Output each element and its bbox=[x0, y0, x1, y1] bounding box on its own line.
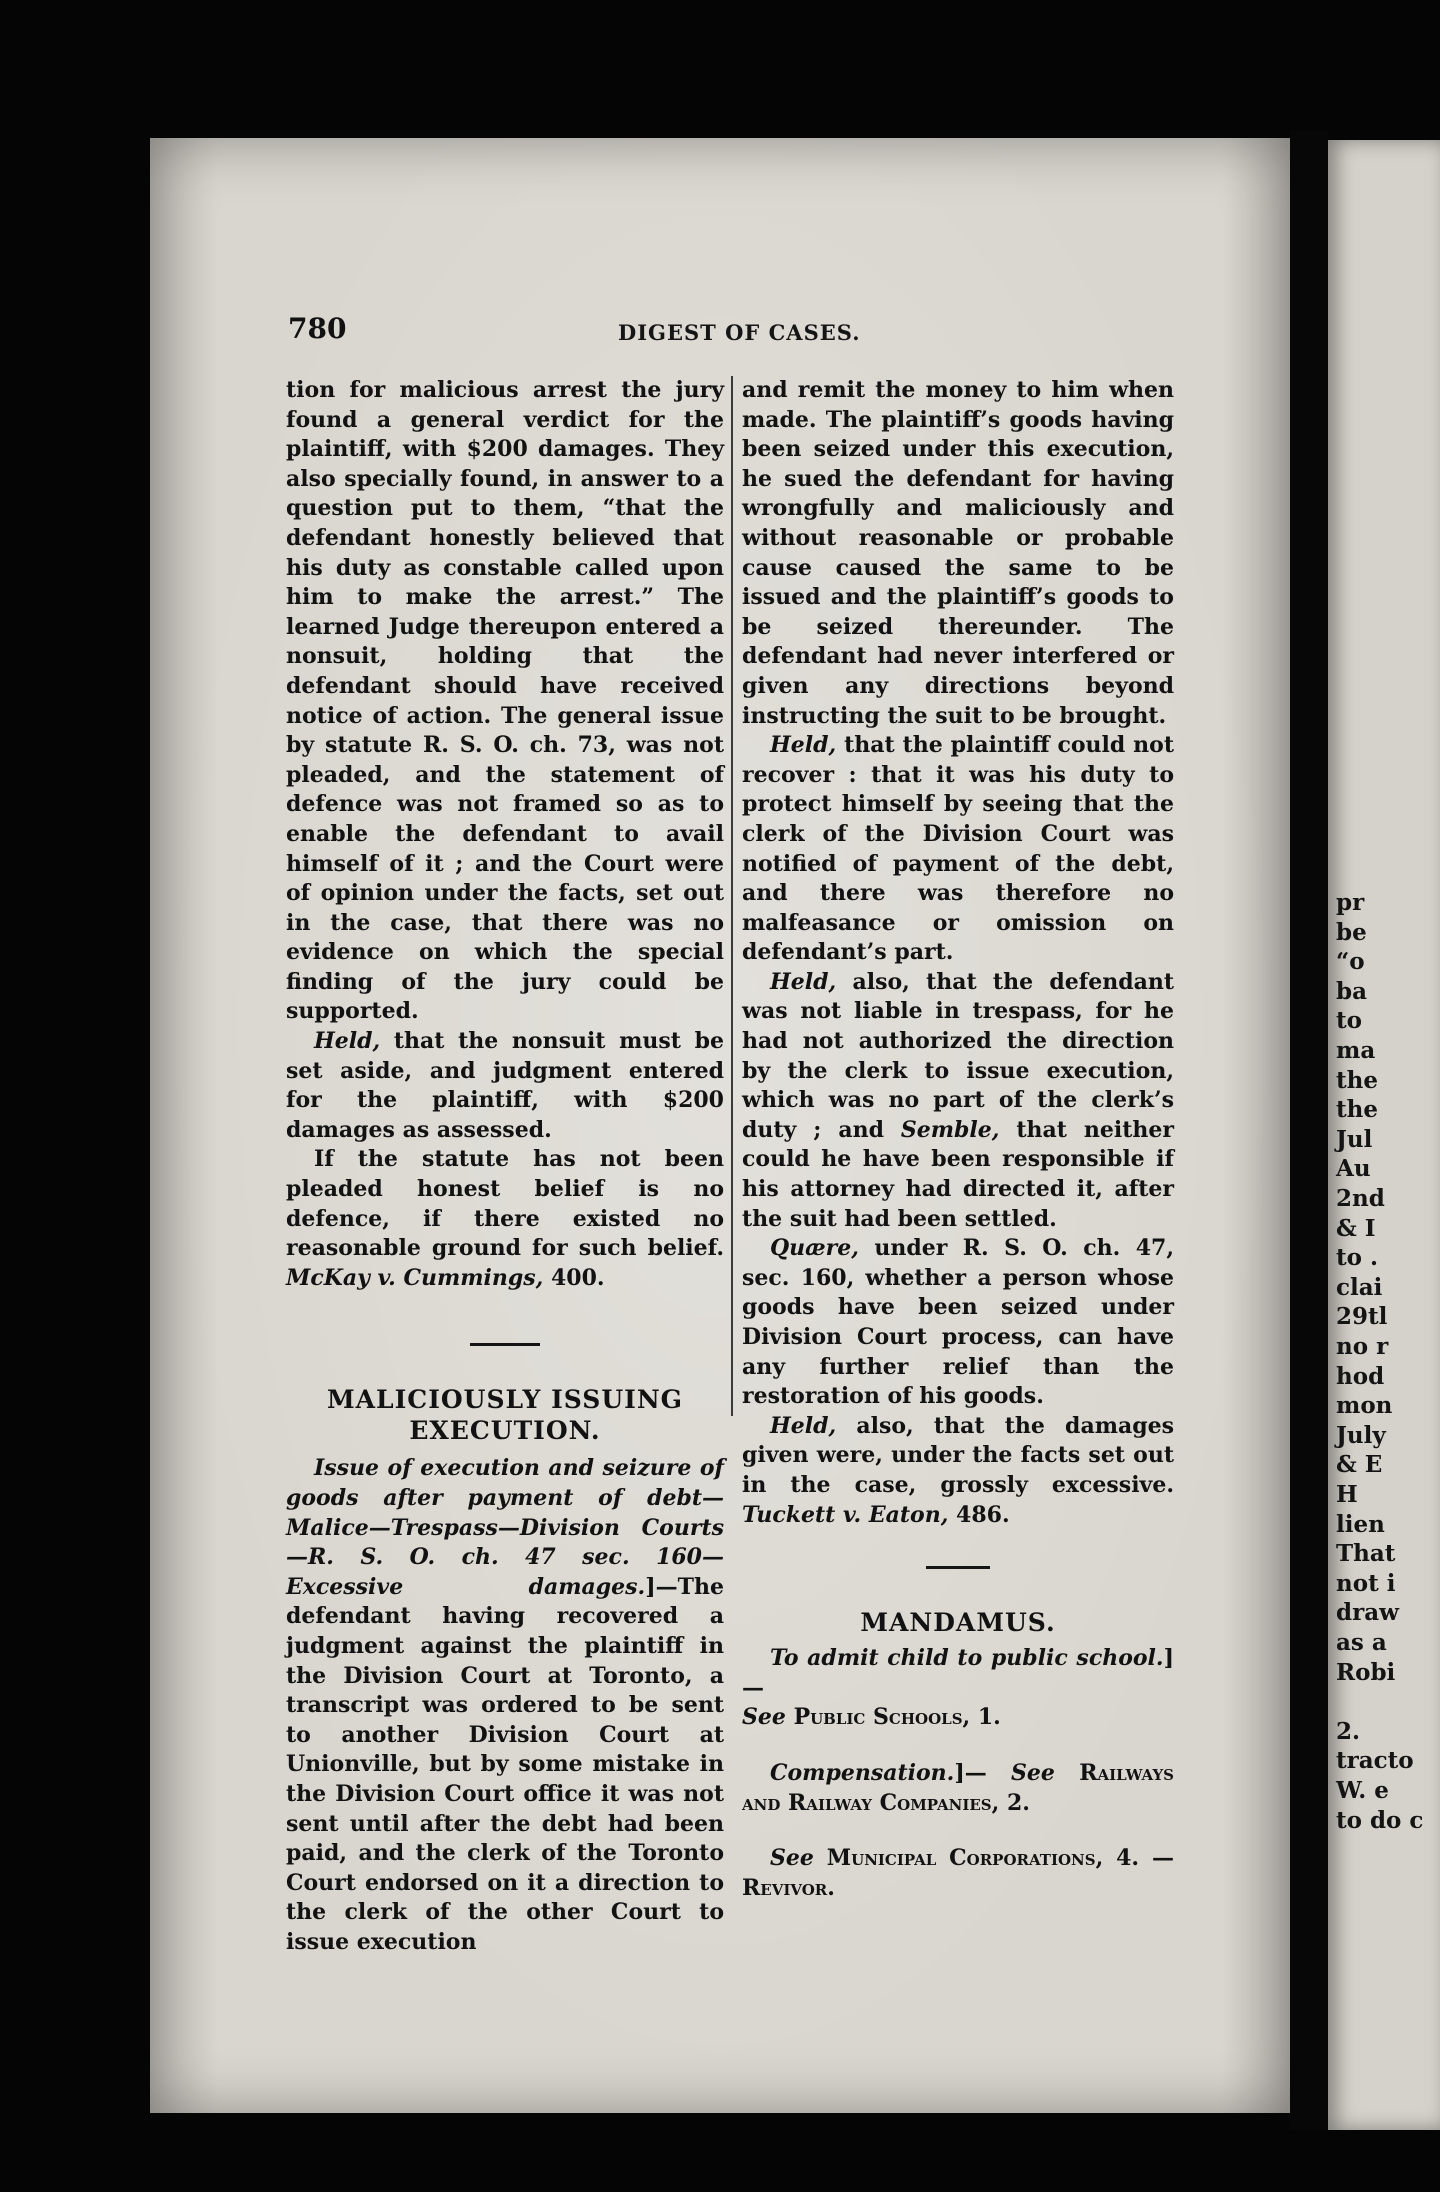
facing-page-line: not i bbox=[1336, 1569, 1396, 1597]
facing-page-line: to . bbox=[1336, 1244, 1378, 1272]
paragraph-text: and remit the money to him when made. The plaintiff’s goods having been seized under this execution, he sued the defendant for having wrongfully and maliciously and without reasonable or probable cause caused the same to be issued and the plaintiff’s goods to be seized thereunder. The defendant had never interfered or given any directions beyond instructing the suit to be brought. bbox=[742, 377, 1174, 729]
paragraph bbox=[742, 968, 1174, 1234]
left-column bbox=[286, 376, 724, 1958]
facing-page-line: That bbox=[1336, 1540, 1396, 1568]
facing-page-fragment bbox=[1328, 140, 1440, 2130]
see-label: See bbox=[770, 1845, 814, 1872]
topic: To admit child to public school. bbox=[770, 1645, 1164, 1672]
quaere-label: Quære, bbox=[770, 1235, 859, 1262]
facing-page-line: Jul bbox=[1336, 1125, 1373, 1153]
paragraph bbox=[286, 1027, 724, 1145]
paragraph-text: that the plaintiff could not recover : that it was his duty to protect himself by seeing that the clerk of the Division Court was notified of payment of the debt, and there was therefore no malfeasance or omission on defendant’s part. bbox=[742, 732, 1174, 966]
reference-title: Municipal Corporations, bbox=[826, 1845, 1104, 1872]
reference-title: Railways and Railway Companies, bbox=[742, 1759, 1174, 1816]
citation-page: 486. bbox=[948, 1501, 1010, 1528]
paragraph-text: also, that the defendant was not liable in trespass, for he had not authorized the direction by the clerk to issue execution, which was no part of the clerk’s duty ; and bbox=[742, 968, 1174, 1143]
facing-page-line: as a bbox=[1336, 1629, 1387, 1656]
paragraph-text: that neither could he have been responsible if his attorney had directed it, after the suit had been settled. bbox=[742, 1116, 1174, 1232]
facing-page-line: Au bbox=[1336, 1155, 1371, 1183]
headnote: Issue of execution and seizure of goods after payment of debt—Malice—Trespass—Division Courts—R. S. O. ch. 47 sec. 160—Excessive damages. bbox=[286, 1455, 724, 1600]
facing-page-line: 2. bbox=[1336, 1717, 1361, 1745]
facing-page-line: clai bbox=[1336, 1273, 1383, 1301]
paragraph bbox=[742, 731, 1174, 968]
reference-number: 2. bbox=[999, 1789, 1030, 1816]
semble-label: Semble, bbox=[900, 1116, 1000, 1143]
facing-page-line: July bbox=[1336, 1421, 1386, 1449]
facing-page-line: H bbox=[1336, 1481, 1358, 1508]
facing-page-line: to bbox=[1336, 1007, 1362, 1035]
page-header bbox=[288, 312, 978, 352]
reference-title: Public Schools, bbox=[793, 1704, 971, 1731]
paragraph-text: also, that the damages given were, under the facts set out in the case, grossly excessive. bbox=[742, 1412, 1174, 1498]
facing-page-line: ba bbox=[1336, 977, 1367, 1005]
held-label: Held, bbox=[314, 1028, 381, 1055]
paragraph bbox=[742, 376, 1174, 731]
facing-page-line: 29tl bbox=[1336, 1303, 1388, 1331]
paragraph-text: ]—The defendant having recovered a judgment against the plaintiff in the Division Court at Toronto, a transcript was ordered to be sent to another Division Court at Unionville, but by some mistake in the Division Court office it was not sent until after the debt had been paid, and the clerk of the Toronto Court endorsed on it a direction to the clerk of the other Court to issue execution bbox=[286, 1573, 724, 1955]
facing-page-line: hod bbox=[1336, 1362, 1385, 1390]
right-column bbox=[742, 376, 1174, 1903]
see-label: See bbox=[742, 1704, 786, 1731]
paragraph bbox=[742, 1412, 1174, 1530]
held-label: Held, bbox=[770, 1412, 837, 1439]
cross-reference bbox=[742, 1644, 1174, 1733]
reference-title: Revivor. bbox=[742, 1874, 835, 1901]
section-title: MALICIOUSLY ISSUING EXECUTION. bbox=[326, 1385, 684, 1446]
book-gutter bbox=[1290, 130, 1328, 2130]
paragraph-text: tion for malicious arrest the jury found a general verdict for the plaintiff, with $200 damages. They also specially found, in answer to a question put to them, “that the defendant honestly believed that his duty as constable called upon him to make the arrest.” The learned Judge thereupon entered a nonsuit, holding that the defendant should have received notice of action. The general issue by statute R. S. O. ch. 73, was not pleaded, and the statement of defence was not framed so as to enable the defendant to avail himself of it ; and the Court were of opinion under the facts, set out in the case, that there was no evidence on which the special finding of the jury could be supported. bbox=[286, 377, 724, 1025]
paragraph bbox=[286, 376, 724, 1027]
facing-page-line: mon bbox=[1336, 1392, 1393, 1420]
paragraph-text: under R. S. O. ch. 47, sec. 160, whether a person whose goods have been seized under Division Court process, can have any further relief than the restoration of his goods. bbox=[742, 1235, 1174, 1410]
case-citation: Tuckett v. Eaton, bbox=[742, 1501, 949, 1528]
facing-page-line: the bbox=[1336, 1066, 1378, 1094]
facing-page-line: lien bbox=[1336, 1510, 1385, 1538]
topic: Compensation. bbox=[770, 1759, 955, 1786]
facing-page-line: 2nd bbox=[1336, 1185, 1385, 1212]
paragraph-text: If the statute has not been pleaded honest belief is no defence, if there existed no reasonable ground for such belief. bbox=[286, 1146, 724, 1262]
page-number: 780 bbox=[288, 312, 347, 345]
facing-page-line: W. e bbox=[1336, 1777, 1389, 1804]
held-label: Held, bbox=[770, 968, 837, 995]
facing-page-line: be bbox=[1336, 918, 1367, 946]
facing-page-line: tracto bbox=[1336, 1747, 1414, 1775]
paragraph-text: that the nonsuit must be set aside, and judgment entered for the plaintiff, with $200 damages as assessed. bbox=[286, 1028, 724, 1143]
case-citation: McKay v. Cummings, bbox=[286, 1264, 544, 1291]
citation-page: 400. bbox=[543, 1264, 605, 1291]
dash: ]— bbox=[954, 1759, 987, 1786]
dash: ]— bbox=[742, 1645, 1174, 1701]
cross-reference bbox=[742, 1844, 1174, 1903]
facing-page-line: draw bbox=[1336, 1599, 1399, 1627]
facing-page-line: & E bbox=[1336, 1451, 1383, 1479]
reference-number: 1. bbox=[970, 1704, 1001, 1731]
facing-page-line: to do c bbox=[1336, 1806, 1424, 1834]
facing-page-line: “o bbox=[1336, 948, 1365, 976]
running-head: DIGEST OF CASES. bbox=[618, 320, 861, 345]
facing-page-line: ma bbox=[1336, 1037, 1376, 1064]
paragraph bbox=[286, 1145, 724, 1293]
column-divider bbox=[731, 376, 733, 1416]
reference-number: 4. — bbox=[1103, 1845, 1174, 1872]
see-label: See bbox=[1011, 1759, 1055, 1786]
held-label: Held, bbox=[770, 732, 837, 759]
section-title: MANDAMUS. bbox=[860, 1608, 1056, 1638]
facing-page-line: pr bbox=[1336, 889, 1365, 916]
facing-page-line: the bbox=[1336, 1096, 1378, 1124]
cross-reference bbox=[742, 1759, 1174, 1818]
facing-page-line: no r bbox=[1336, 1333, 1389, 1360]
facing-page-line: Robi bbox=[1336, 1658, 1396, 1686]
facing-page-line: & I bbox=[1336, 1214, 1376, 1242]
paragraph bbox=[742, 1234, 1174, 1412]
paragraph bbox=[286, 1454, 724, 1957]
